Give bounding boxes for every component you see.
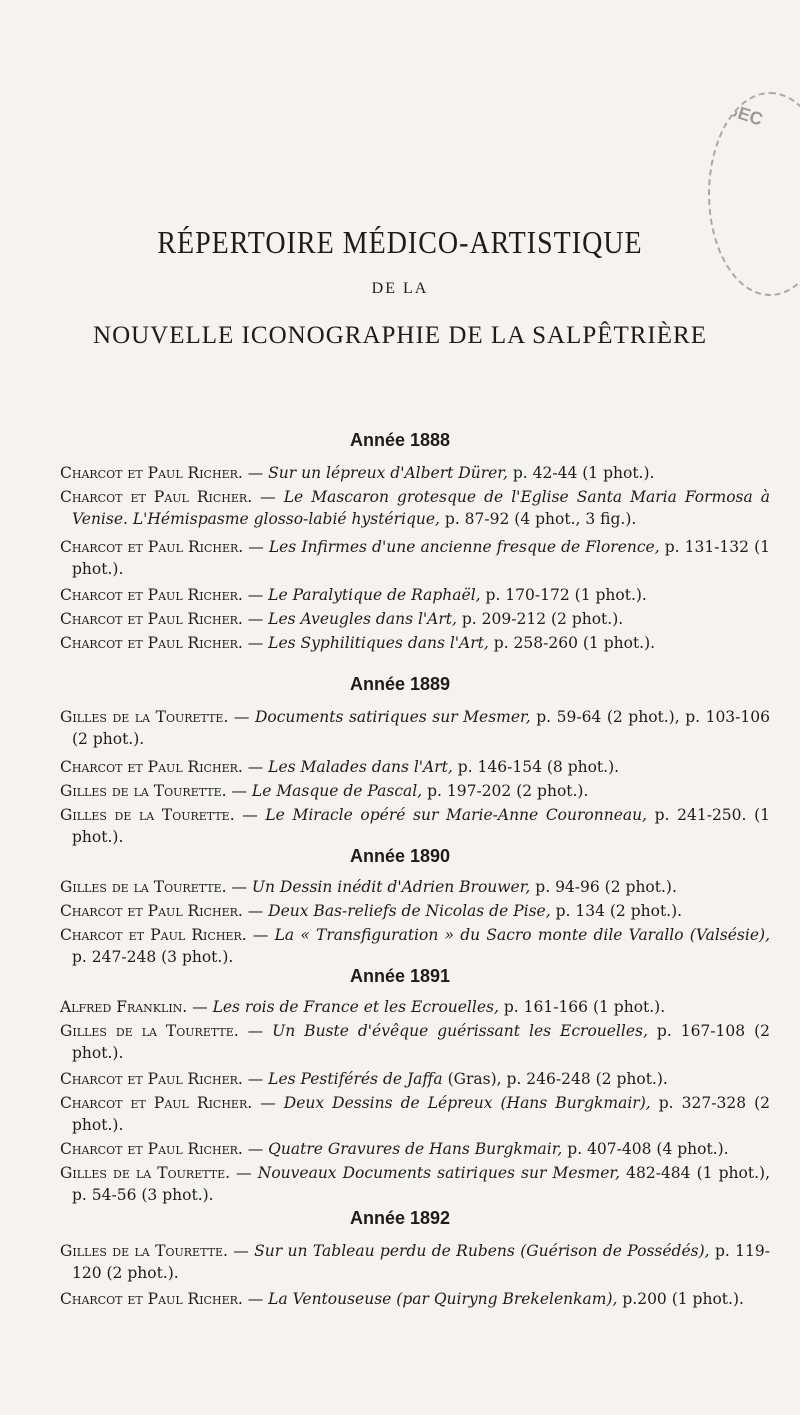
entry-title: La « Transfiguration » du Sacro monte dile Varallo (Valsésie), — [274, 926, 770, 944]
entry-author: Alfred Franklin. — [60, 998, 188, 1016]
entry-author: Gilles de la Tourette. — [60, 806, 235, 824]
entry: Alfred Franklin. — Les rois de France et les Ecrouelles, p. 161-166 (1 phot.). — [60, 998, 666, 1016]
entry-pages: p. 407-408 (4 phot.). — [567, 1140, 729, 1158]
entry-title: Les Malades dans l'Art, — [268, 758, 453, 776]
year-heading-1892: Année 1892 — [349, 1208, 451, 1228]
year-heading-1889: Année 1889 — [349, 674, 451, 694]
entry: Charcot et Paul Richer. — Les Syphilitiques dans l'Art, p. 258-260 (1 phot.). — [60, 634, 656, 652]
entry-author: Charcot et Paul Richer. — [60, 488, 253, 506]
entry-title: Deux Dessins de Lépreux (Hans Burgkmair), — [283, 1094, 651, 1112]
entry-pages: p. 119-120 (2 phot.). — [72, 1242, 771, 1282]
library-stamp — [708, 92, 800, 296]
entry-author: Charcot et Paul Richer. — [60, 634, 243, 652]
entry-author: Charcot et Paul Richer. — [60, 464, 243, 482]
entry: Charcot et Paul Richer. — Quatre Gravures de Hans Burgkmair, p. 407-408 (4 phot.). — [60, 1140, 729, 1158]
entry-title: Les Pestiférés de Jaffa — [268, 1070, 443, 1088]
entry-pages: (Gras), p. 246-248 (2 phot.). — [447, 1070, 668, 1088]
entry: Charcot et Paul Richer. — La Ventouseuse (par Quiryng Brekelenkam), p.200 (1 phot.). — [60, 1290, 744, 1308]
entry-pages: p.200 (1 phot.). — [622, 1290, 744, 1308]
entry-title: Les Syphilitiques dans l'Art, — [268, 634, 489, 652]
entry-title: Un Dessin inédit d'Adrien Brouwer, — [251, 878, 531, 896]
entry-title: Le Mascaron grotesque de l'Eglise Santa Maria Formosa à Venise. L'Hémispasme glosso-labié hystérique, — [72, 488, 771, 528]
entry-pages: p. 241-250. (1 phot.). — [72, 806, 770, 846]
entry-author: Charcot et Paul Richer. — [60, 1140, 243, 1158]
entry-pages: p. 59-64 (2 phot.), p. 103-106 (2 phot.). — [72, 708, 770, 748]
entry: Gilles de la Tourette. — Le Miracle opéré sur Marie-Anne Couronneau, p. 241-250. (1 phot.). — [60, 806, 770, 846]
entry: Charcot et Paul Richer. — Les Pestiférés de Jaffa (Gras), p. 246-248 (2 phot.). — [60, 1070, 668, 1088]
entry-title: Deux Bas-reliefs de Nicolas de Pise, — [268, 902, 551, 920]
entry-author: Charcot et Paul Richer. — [60, 586, 243, 604]
entry: Gilles de la Tourette. — Un Buste d'évêque guérissant les Ecrouelles, p. 167-108 (2 phot.). — [60, 1022, 770, 1062]
entry-author: Gilles de la Tourette. — [60, 1022, 239, 1040]
title-line-2: DE LA — [371, 280, 429, 297]
entry: Charcot et Paul Richer. — Les Aveugles dans l'Art, p. 209-212 (2 phot.). — [60, 610, 624, 628]
entry-title: Le Paralytique de Raphaël, — [268, 586, 481, 604]
entry-title: Documents satiriques sur Mesmer, — [254, 708, 531, 726]
year-heading-1891: Année 1891 — [349, 966, 451, 986]
title-line-3: NOUVELLE ICONOGRAPHIE DE LA SALPÊTRIÈRE — [93, 322, 707, 349]
entry-author: Charcot et Paul Richer. — [60, 610, 243, 628]
entry-author: Charcot et Paul Richer. — [60, 1094, 253, 1112]
entry: Charcot et Paul Richer. — Les Infirmes d'une ancienne fresque de Florence, p. 131-132 (1 phot.). — [60, 538, 770, 578]
entry-title: Nouveaux Documents satiriques sur Mesmer, — [257, 1164, 621, 1182]
entry-author: Charcot et Paul Richer. — [60, 902, 243, 920]
entry: Gilles de la Tourette. — Nouveaux Documents satiriques sur Mesmer, 482-484 (1 phot.), p. 54-56 (3 phot.). — [60, 1164, 770, 1204]
entry-author: Charcot et Paul Richer. — [60, 538, 244, 556]
entry: Charcot et Paul Richer. — Deux Bas-reliefs de Nicolas de Pise, p. 134 (2 phot.). — [60, 902, 683, 920]
title-line-1: RÉPERTOIRE MÉDICO-ARTISTIQUE — [157, 226, 643, 261]
entry-title: Un Buste d'évêque guérissant les Ecrouelles, — [272, 1022, 648, 1040]
entry-pages: p. 258-260 (1 phot.). — [493, 634, 656, 652]
entry: Gilles de la Tourette. — Documents satiriques sur Mesmer, p. 59-64 (2 phot.), p. 103-106 (2 phot.). — [60, 708, 770, 748]
entry-pages: p. 167-108 (2 phot.). — [72, 1022, 770, 1062]
entry: Gilles de la Tourette. — Le Masque de Pascal, p. 197-202 (2 phot.). — [60, 782, 589, 800]
entry-title: Sur un Tableau perdu de Rubens (Guérison de Possédés), — [254, 1242, 710, 1260]
entry-title: Le Masque de Pascal, — [251, 782, 423, 800]
stamp-text: GEC — [722, 98, 766, 130]
entry-title: Les Infirmes d'une ancienne fresque de Florence, — [268, 538, 660, 556]
entry-pages: p. 170-172 (1 phot.). — [485, 586, 647, 604]
entry: Gilles de la Tourette. — Sur un Tableau perdu de Rubens (Guérison de Possédés), p. 119-120 (2 phot.). — [60, 1242, 771, 1282]
entry-pages: p. 161-166 (1 phot.). — [503, 998, 666, 1016]
entry-author: Gilles de la Tourette. — [60, 708, 229, 726]
entry-author: Gilles de la Tourette. — [60, 1164, 231, 1182]
entry-title: Sur un lépreux d'Albert Dürer, — [268, 464, 508, 482]
entry-pages: p. 247-248 (3 phot.). — [72, 948, 234, 966]
entry-title: Les rois de France et les Ecrouelles, — [212, 998, 499, 1016]
entry-pages: p. 197-202 (2 phot.). — [427, 782, 589, 800]
entry-author: Charcot et Paul Richer. — [60, 926, 247, 944]
entry: Charcot et Paul Richer. — Les Malades dans l'Art, p. 146-154 (8 phot.). — [60, 758, 620, 776]
year-heading-1888: Année 1888 — [349, 430, 451, 450]
entry-pages: p. 131-132 (1 phot.). — [72, 538, 770, 578]
entry-pages: p. 327-328 (2 phot.). — [72, 1094, 771, 1134]
entry-title: Les Aveugles dans l'Art, — [268, 610, 457, 628]
entry: Charcot et Paul Richer. — Sur un lépreux d'Albert Dürer, p. 42-44 (1 phot.). — [60, 464, 655, 482]
entry-pages: 482-484 (1 phot.), p. 54-56 (3 phot.). — [72, 1164, 770, 1204]
entry: Charcot et Paul Richer. — Deux Dessins de Lépreux (Hans Burgkmair), p. 327-328 (2 phot.). — [60, 1094, 771, 1134]
entry-author: Charcot et Paul Richer. — [60, 1290, 243, 1308]
entry: Charcot et Paul Richer. — Le Mascaron grotesque de l'Eglise Santa Maria Formosa à Venise. L'Hémispasme glosso-labié hystérique, p. 87-92 (4 phot., 3 fig.). — [60, 488, 771, 528]
entry-pages: p. 134 (2 phot.). — [555, 902, 683, 920]
entry-title: Le Miracle opéré sur Marie-Anne Couronneau, — [265, 806, 648, 824]
year-heading-1890: Année 1890 — [349, 846, 451, 866]
entry-author: Charcot et Paul Richer. — [60, 1070, 243, 1088]
entry-pages: p. 146-154 (8 phot.). — [457, 758, 620, 776]
entry-author: Gilles de la Tourette. — [60, 782, 227, 800]
entry-pages: p. 42-44 (1 phot.). — [512, 464, 655, 482]
entry-pages: p. 87-92 (4 phot., 3 fig.). — [444, 510, 637, 528]
entry-author: Gilles de la Tourette. — [60, 1242, 228, 1260]
entry-author: Charcot et Paul Richer. — [60, 758, 243, 776]
entry: Charcot et Paul Richer. — La « Transfiguration » du Sacro monte dile Varallo (Valsésie), p. 247-248 (3 phot.). — [60, 926, 770, 966]
entry-title: La Ventouseuse (par Quiryng Brekelenkam), — [268, 1290, 618, 1308]
entry-pages: p. 209-212 (2 phot.). — [461, 610, 624, 628]
entry-pages: p. 94-96 (2 phot.). — [535, 878, 677, 896]
entry-author: Gilles de la Tourette. — [60, 878, 227, 896]
entry-title: Quatre Gravures de Hans Burgkmair, — [268, 1140, 563, 1158]
entry: Gilles de la Tourette. — Un Dessin inédit d'Adrien Brouwer, p. 94-96 (2 phot.). — [60, 878, 677, 896]
entry: Charcot et Paul Richer. — Le Paralytique de Raphaël, p. 170-172 (1 phot.). — [60, 586, 647, 604]
